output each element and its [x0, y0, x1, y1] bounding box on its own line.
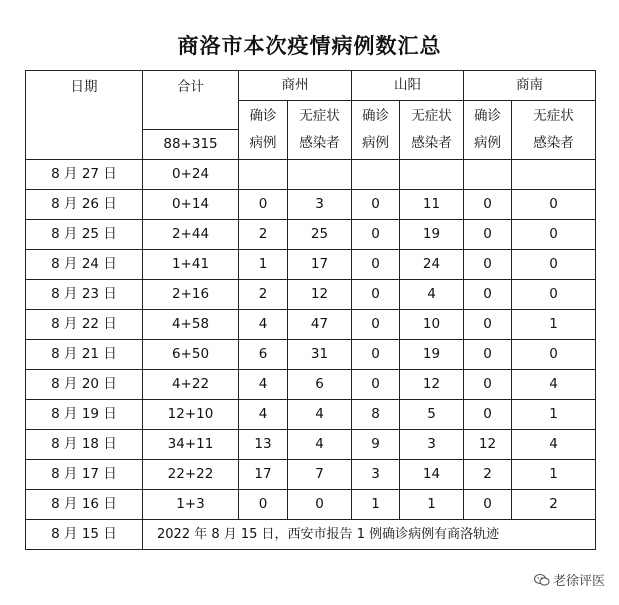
row-total: 22+22: [143, 460, 239, 490]
cell-shangzhou-asymptomatic: 0: [288, 490, 352, 520]
page-title: 商洛市本次疫情病例数汇总: [177, 34, 442, 58]
row-date: 8 月 23 日: [26, 280, 143, 310]
table-row: [26, 400, 596, 430]
cell-shangzhou-asymptomatic: 17: [288, 250, 352, 280]
cell-shangzhou-asymptomatic: 25: [288, 220, 352, 250]
row-total: 2+16: [143, 280, 239, 310]
row-total: 0+14: [143, 190, 239, 220]
header-confirmed-line2: 病例: [474, 135, 501, 151]
cell-shangnan-asymptomatic: 4: [512, 430, 596, 460]
table-row: [26, 430, 596, 460]
header-confirmed-line2: 病例: [249, 135, 277, 151]
row-date: 8 月 19 日: [26, 400, 143, 430]
row-total: 34+11: [143, 430, 239, 460]
cell-shangnan-asymptomatic: 0: [512, 250, 596, 280]
cell-shanyang-asymptomatic: 14: [400, 460, 464, 490]
cell-shangzhou-confirmed: [239, 160, 288, 190]
cell-shanyang-asymptomatic: 1: [400, 490, 464, 520]
table-row: [26, 490, 596, 520]
row-date: 8 月 15 日: [26, 520, 143, 550]
cell-shanyang-asymptomatic: 4: [400, 280, 464, 310]
row-total: 12+10: [143, 400, 239, 430]
row-date: 8 月 24 日: [26, 250, 143, 280]
cell-shanyang-confirmed: 0: [352, 220, 400, 250]
table-row: [26, 280, 596, 310]
cell-shanyang-asymptomatic: 12: [400, 370, 464, 400]
header-confirmed-line1: 确诊: [474, 108, 501, 124]
row-total: 6+50: [143, 340, 239, 370]
cell-shanyang-confirmed: 3: [352, 460, 400, 490]
cell-shangnan-asymptomatic: 1: [512, 460, 596, 490]
cell-shangnan-asymptomatic: 2: [512, 490, 596, 520]
cell-shangnan-confirmed: 0: [464, 250, 512, 280]
cell-shanyang-asymptomatic: 19: [400, 340, 464, 370]
cell-shangnan-confirmed: 0: [464, 490, 512, 520]
cell-shangzhou-confirmed: 4: [239, 400, 288, 430]
header-total: 合计: [143, 71, 239, 130]
row-date: 8 月 20 日: [26, 370, 143, 400]
cell-shanyang-confirmed: 0: [352, 370, 400, 400]
row-date: 8 月 18 日: [26, 430, 143, 460]
cell-shangzhou-confirmed: 0: [239, 490, 288, 520]
header-confirmed-line2: 病例: [362, 135, 389, 151]
cell-shangzhou-confirmed: 2: [239, 220, 288, 250]
cell-shangnan-confirmed: 0: [464, 190, 512, 220]
row-date: 8 月 16 日: [26, 490, 143, 520]
cell-shangzhou-asymptomatic: [288, 160, 352, 190]
cell-shanyang-confirmed: 8: [352, 400, 400, 430]
header-asymptomatic-line1: 无症状: [533, 108, 574, 124]
cell-shangzhou-asymptomatic: 12: [288, 280, 352, 310]
header-asymptomatic-line1: 无症状: [299, 108, 340, 124]
cell-shangzhou-confirmed: 17: [239, 460, 288, 490]
header-asymptomatic: [400, 101, 464, 160]
cell-shangzhou-confirmed: 4: [239, 310, 288, 340]
cell-shanyang-confirmed: 0: [352, 190, 400, 220]
row-date: 8 月 25 日: [26, 220, 143, 250]
cell-shangnan-confirmed: [464, 160, 512, 190]
cell-shangnan-asymptomatic: 0: [512, 190, 596, 220]
table-body: [26, 71, 596, 550]
cell-shanyang-asymptomatic: 19: [400, 220, 464, 250]
cell-shangzhou-asymptomatic: 31: [288, 340, 352, 370]
row-note: 2022 年 8 月 15 日，西安市报告 1 例确诊病例有商洛轨迹: [143, 520, 596, 550]
watermark: [534, 570, 605, 589]
row-total: 4+58: [143, 310, 239, 340]
table-row: [26, 460, 596, 490]
cell-shangnan-asymptomatic: 0: [512, 280, 596, 310]
grand-total: 88+315: [143, 130, 239, 160]
header-row-regions: [26, 71, 596, 101]
cell-shangnan-asymptomatic: 1: [512, 400, 596, 430]
header-asymptomatic: [288, 101, 352, 160]
cell-shanyang-confirmed: 0: [352, 340, 400, 370]
cell-shanyang-asymptomatic: 3: [400, 430, 464, 460]
cell-shanyang-confirmed: 0: [352, 310, 400, 340]
cell-shangnan-confirmed: 0: [464, 400, 512, 430]
cell-shangnan-confirmed: 12: [464, 430, 512, 460]
row-total: 2+44: [143, 220, 239, 250]
cell-shangnan-confirmed: 0: [464, 310, 512, 340]
table-row: [26, 250, 596, 280]
cell-shangzhou-confirmed: 0: [239, 190, 288, 220]
cell-shangzhou-asymptomatic: 47: [288, 310, 352, 340]
cell-shangnan-asymptomatic: [512, 160, 596, 190]
header-asymptomatic-line2: 感染者: [411, 135, 452, 151]
cell-shangnan-asymptomatic: 1: [512, 310, 596, 340]
cell-shangzhou-asymptomatic: 7: [288, 460, 352, 490]
cell-shangnan-asymptomatic: 4: [512, 370, 596, 400]
header-confirmed-line1: 确诊: [362, 108, 389, 124]
cell-shangnan-asymptomatic: 0: [512, 340, 596, 370]
cell-shangnan-confirmed: 0: [464, 340, 512, 370]
cell-shanyang-asymptomatic: 11: [400, 190, 464, 220]
table-row: [26, 220, 596, 250]
cell-shangzhou-confirmed: 4: [239, 370, 288, 400]
cell-shanyang-confirmed: [352, 160, 400, 190]
cell-shangzhou-asymptomatic: 4: [288, 430, 352, 460]
header-asymptomatic-line2: 感染者: [299, 135, 340, 151]
header-asymptomatic: [512, 101, 596, 160]
row-date: 8 月 26 日: [26, 190, 143, 220]
case-summary-table: [25, 70, 596, 550]
cell-shangnan-confirmed: 0: [464, 220, 512, 250]
header-region-shanyang: 山阳: [352, 71, 464, 101]
row-date: 8 月 27 日: [26, 160, 143, 190]
cell-shangzhou-asymptomatic: 3: [288, 190, 352, 220]
cell-shangzhou-confirmed: 13: [239, 430, 288, 460]
wechat-icon: [534, 573, 550, 587]
cell-shanyang-asymptomatic: [400, 160, 464, 190]
cell-shangnan-confirmed: 2: [464, 460, 512, 490]
table-row: [26, 370, 596, 400]
row-total: 0+24: [143, 160, 239, 190]
cell-shanyang-confirmed: 9: [352, 430, 400, 460]
row-date: 8 月 21 日: [26, 340, 143, 370]
cell-shangzhou-asymptomatic: 6: [288, 370, 352, 400]
table-row: [26, 190, 596, 220]
row-date: 8 月 22 日: [26, 310, 143, 340]
table-row-note: [26, 520, 596, 550]
header-date: 日期: [26, 71, 143, 160]
header-confirmed: [352, 101, 400, 160]
row-date: 8 月 17 日: [26, 460, 143, 490]
cell-shangzhou-confirmed: 1: [239, 250, 288, 280]
cell-shangnan-confirmed: 0: [464, 280, 512, 310]
header-region-shangnan: 商南: [464, 71, 596, 101]
cell-shanyang-asymptomatic: 10: [400, 310, 464, 340]
table-row: [26, 160, 596, 190]
row-total: 1+3: [143, 490, 239, 520]
cell-shanyang-confirmed: 0: [352, 250, 400, 280]
cell-shanyang-confirmed: 0: [352, 280, 400, 310]
watermark-text: 老徐评医: [552, 574, 605, 589]
cell-shangzhou-confirmed: 2: [239, 280, 288, 310]
cell-shangzhou-confirmed: 6: [239, 340, 288, 370]
table-row: [26, 310, 596, 340]
row-total: 4+22: [143, 370, 239, 400]
cell-shanyang-confirmed: 1: [352, 490, 400, 520]
cell-shangzhou-asymptomatic: 4: [288, 400, 352, 430]
header-region-shangzhou: 商州: [239, 71, 352, 101]
row-total: 1+41: [143, 250, 239, 280]
header-confirmed: [239, 101, 288, 160]
header-confirmed-line1: 确诊: [249, 108, 277, 124]
cell-shanyang-asymptomatic: 5: [400, 400, 464, 430]
header-confirmed: [464, 101, 512, 160]
header-asymptomatic-line2: 感染者: [533, 135, 574, 151]
cell-shangnan-asymptomatic: 0: [512, 220, 596, 250]
table-row: [26, 340, 596, 370]
cell-shanyang-asymptomatic: 24: [400, 250, 464, 280]
cell-shangnan-confirmed: 0: [464, 370, 512, 400]
header-asymptomatic-line1: 无症状: [411, 108, 452, 124]
